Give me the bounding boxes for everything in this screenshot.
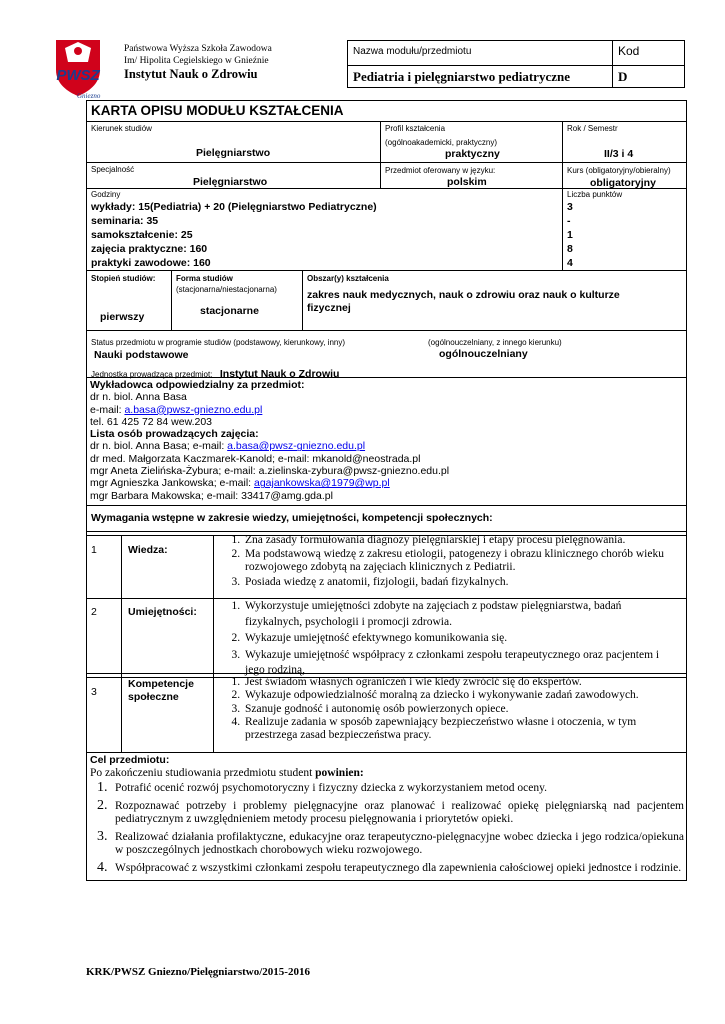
lecturer-name: dr n. biol. Anna Basa	[90, 391, 187, 404]
module-code: D	[618, 69, 628, 84]
staff-person	[90, 453, 449, 465]
points-list	[567, 200, 573, 270]
spec-value: Pielęgniarstwo	[193, 176, 268, 188]
hours-practical: zajęcia praktyczne: 160	[91, 243, 208, 255]
points-practical: 8	[567, 243, 573, 255]
requirement-item: 3. Posiada wiedzę z anatomii, fizjologii, badań fizykalnych.	[243, 576, 681, 589]
staff-person	[90, 477, 449, 489]
module-header-box	[347, 40, 685, 88]
logo-subtitle: Gniezno	[77, 92, 101, 100]
requirements-heading: Wymagania wstępne w zakresie wiedzy, umiejętności, kompetencji społecznych:	[91, 512, 493, 524]
spec-label: Specjalność	[91, 165, 135, 174]
code-label: Kod	[618, 44, 640, 58]
lecturer-email-row	[90, 404, 449, 416]
general-label: (ogólnouczelniany, z innego kierunku)	[428, 338, 562, 347]
lecturer-phone: tel. 61 425 72 84 wew.203	[90, 415, 213, 428]
lecturer-email-prefix: e-mail:	[90, 403, 125, 416]
requirement-name-social: Kompetencje społeczne	[128, 678, 194, 703]
requirement-num: 1	[91, 544, 97, 556]
unit-value: Instytut Nauk o Zdrowiu	[219, 368, 340, 380]
staff-list-heading: Lista osób prowadzących zajęcia:	[90, 428, 259, 441]
points-lectures: 3	[567, 201, 573, 213]
requirement-items-social	[226, 676, 681, 742]
staff-person-text: dr med. Małgorzata Kaczmarek-Kanold; e-mail: mkanold@neostrada.pl	[90, 452, 421, 465]
profile-sublabel: (ogólnoakademicki, praktyczny)	[385, 138, 498, 147]
requirement-name-knowledge: Wiedza:	[128, 544, 168, 556]
year-label: Rok / Semestr	[567, 124, 618, 133]
requirement-item: 3. Szanuje godność i autonomię osób powierzonych opiece.	[243, 703, 681, 715]
requirement-item: 1. Wykorzystuje umiejętności zdobyte na zajęciach z podstaw pielęgniarstwa, badań fizykalnych, psychologii i promocji zdrowia.	[243, 599, 681, 630]
requirement-items-knowledge	[226, 534, 681, 590]
field-label: Kierunek studiów	[91, 124, 152, 133]
level-value: pierwszy	[100, 311, 145, 323]
lecturer-heading: Wykładowca odpowiedzialny za przedmiot:	[90, 379, 305, 391]
goal-item: 1. Potrafić ocenić rozwój psychomotoryczny i fizyczny dziecka z wykorzystaniem metod oceny.	[111, 781, 684, 796]
field-value: Pielęgniarstwo	[196, 147, 271, 159]
status-label: Status przedmiotu w programie studiów (podstawowy, kierunkowy, inny)	[91, 338, 346, 347]
staff-person-email-link[interactable]: a.basa@pwsz-gniezno.edu.pl	[227, 440, 366, 453]
requirement-item: 1. Jest świadom własnych ograniczeń i wie kiedy zwrócić się do ekspertów.	[243, 676, 681, 688]
staff-block	[90, 379, 449, 502]
hours-list	[91, 200, 377, 270]
points-internship: 4	[567, 257, 573, 269]
profile-value: praktyczny	[445, 148, 500, 160]
svg-text:PWSZ: PWSZ	[56, 67, 100, 84]
study-form-value: stacjonarne	[200, 305, 259, 317]
language-label: Przedmiot oferowany w języku:	[385, 166, 496, 175]
requirement-num: 3	[91, 686, 97, 698]
goals-list	[92, 781, 684, 879]
points-self-study: 1	[567, 229, 573, 241]
staff-person-text: mgr Aneta Zielińska-Żybura; e-mail: a.zielinska-zybura@pwsz-gniezno.edu.pl	[90, 465, 450, 478]
requirement-item: 1. Zna zasady formułowania diagnozy pielęgniarskiej i etapy procesu pielęgnowania.	[243, 534, 681, 547]
staff-person	[90, 440, 449, 452]
requirement-name-skills: Umiejętności:	[128, 606, 197, 618]
course-type-value: obligatoryjny	[590, 177, 656, 189]
goal-item: 3. Realizować działania profilaktyczne, edukacyjne oraz terapeutyczno-pielęgnacyjne wobec dziecka i jego rodzica/opiekuna w poszczególnych jednostkach chorobowych wieku rozwojowego.	[111, 830, 684, 858]
study-form-label: Forma studiów	[176, 274, 233, 283]
institute-name: Instytut Nauk o Zdrowiu	[124, 67, 258, 81]
staff-person-email-link[interactable]: agajankowska@1979@wp.pl	[253, 477, 390, 490]
hours-seminars: seminaria: 35	[91, 215, 159, 227]
goals-intro-text: Po zakończeniu studiowania przedmiotu student	[90, 767, 316, 779]
staff-person-text: mgr Agnieszka Jankowska; e-mail:	[90, 477, 254, 490]
points-label: Liczba punktów	[567, 190, 623, 199]
year-value: II/3 i 4	[604, 148, 634, 160]
card-title: KARTA OPISU MODUŁU KSZTAŁCENIA	[91, 103, 344, 118]
hours-label: Godziny	[91, 190, 121, 199]
school-name-line1: Państwowa Wyższa Szkoła Zawodowa	[124, 44, 272, 54]
profile-label: Profil kształcenia	[385, 124, 446, 133]
requirement-item: 3. Wykazuje umiejętność współpracy z członkami zespołu terapeutycznego oraz pacjentem i jego rodziną,	[243, 648, 681, 679]
hours-internship: praktyki zawodowe: 160	[91, 257, 211, 269]
points-seminars: -	[567, 215, 571, 227]
requirement-item: 2. Wykazuje umiejętność efektywnego komunikowania się.	[243, 631, 681, 647]
language-value: polskim	[447, 176, 487, 188]
school-name	[124, 43, 272, 67]
staff-person-text: mgr Barbara Makowska; e-mail: 33417@amg.gda.pl	[90, 489, 333, 502]
requirement-item: 4. Realizuje zadania w sposób zapewniający bezpieczeństwo własne i otoczenia, w tym przestrzega zasad bezpieczeństwa pracy.	[243, 716, 681, 741]
lecturer-email-link[interactable]: a.basa@pwsz-gniezno.edu.pl	[124, 403, 263, 416]
status-value: Nauki podstawowe	[94, 349, 189, 361]
requirement-item: 2. Wykazuje odpowiedzialność moralną za dziecko i wykonywanie zadań zawodowych.	[243, 689, 681, 701]
goals-heading: Cel przedmiotu:	[90, 754, 170, 766]
staff-person	[90, 490, 449, 502]
area-value: zakres nauk medycznych, nauk o zdrowiu oraz nauk o kulturze fizycznej	[307, 289, 620, 314]
school-name-line2: Im/ Hipolita Cegielskiego w Gnieźnie	[124, 56, 269, 66]
unit-label: Jednostka prowadząca przedmiot:	[91, 370, 213, 379]
course-type-label: Kurs (obligatoryjny/obieralny)	[567, 166, 671, 175]
area-label: Obszar(y) kształcenia	[307, 274, 389, 283]
staff-person-text: dr n. biol. Anna Basa; e-mail:	[90, 440, 228, 453]
footer-text: KRK/PWSZ Gniezno/Pielęgniarstwo/2015-2016	[86, 966, 310, 978]
school-logo	[50, 36, 106, 98]
module-name-label: Nazwa modułu/przedmiotu	[353, 46, 472, 57]
general-value: ogólnouczelniany	[439, 348, 528, 360]
requirement-items-skills	[226, 599, 681, 680]
requirement-item: 2. Ma podstawową wiedzę z zakresu etiologii, patogenezy i obrazu klinicznego chorób wieku rozwojowego zdobytą na zajęciach klinicznych z Pediatrii.	[243, 548, 681, 574]
goal-item: 2. Rozpoznawać potrzeby i problemy pielęgnacyjne oraz planować i realizować opiekę pielęgniarską nad pacjentem pediatrycznym z uwzględnieniem metody procesu pielęgnowania i priorytetów opieki.	[111, 799, 684, 827]
hours-self-study: samokształcenie: 25	[91, 229, 193, 241]
goals-intro	[90, 767, 364, 779]
module-name: Pediatria i pielęgniarstwo pediatryczne	[353, 69, 570, 84]
goal-item: 4. Współpracować z wszystkimi członkami zespołu terapeutycznego dla zapewnienia całościowej opieki jednostce i rodzinie.	[111, 861, 684, 876]
study-form-sublabel: (stacjonarna/niestacjonarna)	[176, 285, 277, 294]
hours-lectures: wykłady: 15(Pediatria) + 20 (Pielęgniarstwo Pediatryczne)	[91, 201, 377, 213]
requirement-num: 2	[91, 606, 97, 618]
goals-intro-bold: powinien:	[315, 767, 364, 779]
staff-person	[90, 465, 449, 477]
level-label: Stopień studiów:	[91, 274, 156, 283]
